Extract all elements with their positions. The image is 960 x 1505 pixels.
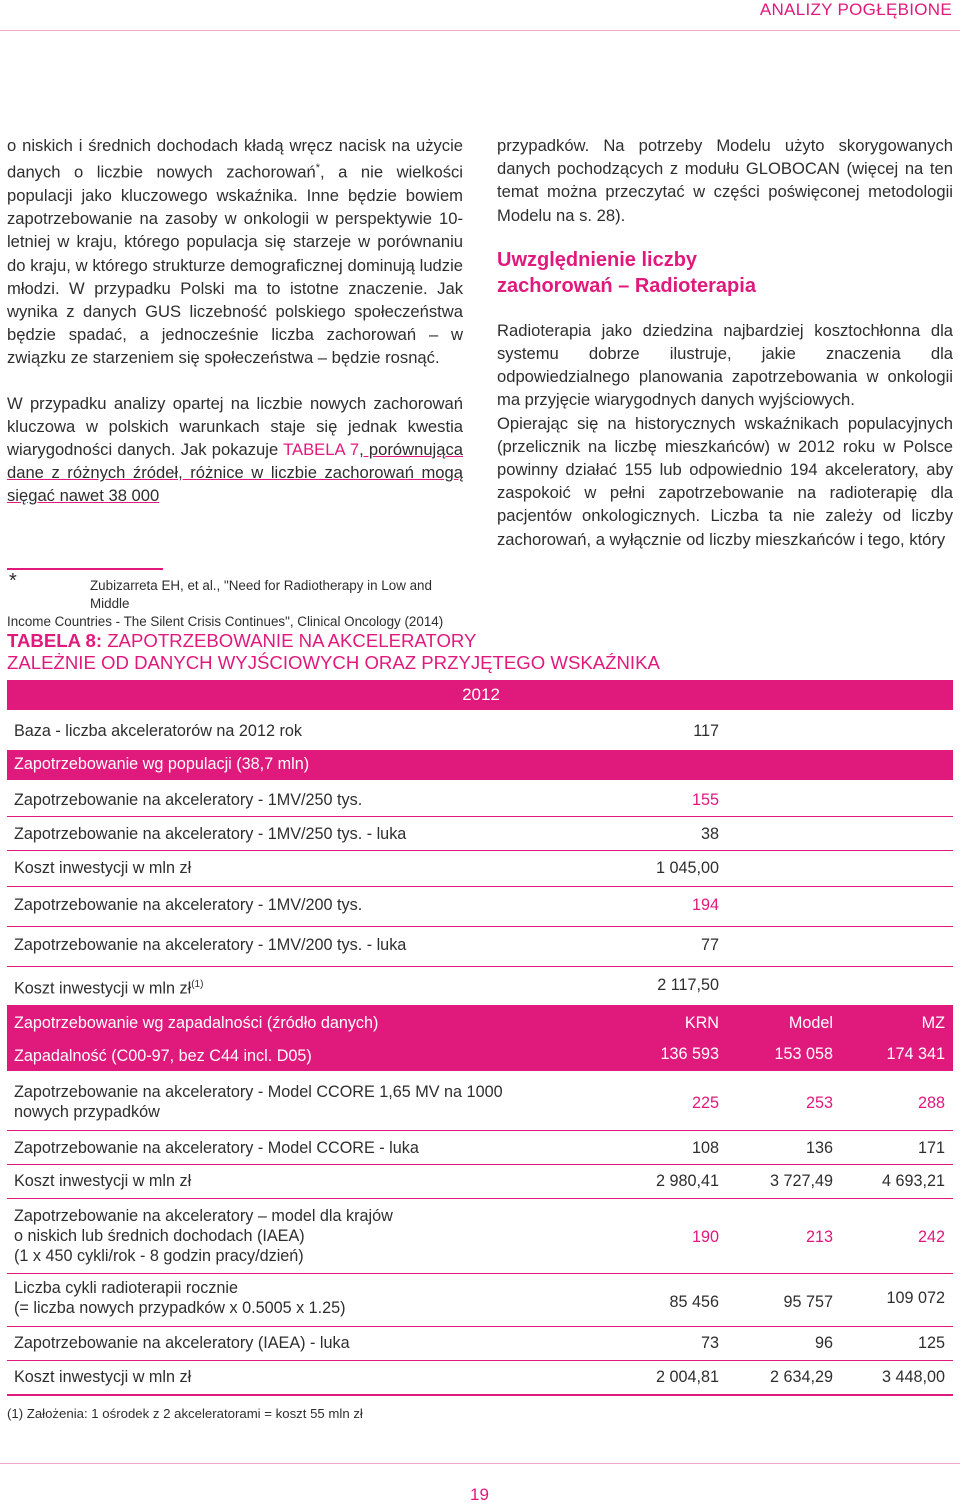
page-number: 19 <box>470 1485 489 1504</box>
right-paragraph-1: przypadków. Na potrzeby Modelu użyto skorygowanych danych pochodzących z modułu GLOBOCAN (więcej na ten temat można przeczytać w części poświęconej metodologii Modelu na s. 28). <box>497 136 953 225</box>
row-divider <box>7 966 953 967</box>
footer-divider <box>0 1463 960 1464</box>
left-column <box>7 134 463 508</box>
row-divider <box>7 1273 953 1274</box>
footnote-text: Zubizarreta EH, et al., "Need for Radiotherapy in Low and Middle Income Countries - The Silent Crisis Continues", Clinical Oncology (2014) <box>7 578 444 629</box>
row-divider <box>7 816 953 817</box>
footnote-star: * <box>9 570 17 592</box>
table-row: Liczba cykli radioterapii rocznie (= liczba nowych przypadków x 0.5005 x 1.25) 85 456 95 757 109 072 <box>14 1279 945 1317</box>
table-row: Koszt inwestycji w mln zł 1 045,00 <box>14 859 719 877</box>
table-row: Zapotrzebowanie na akceleratory - 1MV/250 tys. 155 <box>14 791 719 809</box>
left-paragraph-1: o niskich i średnich dochodach kładą wręcz nacisk na użycie danych o liczbie nowych zachorowań*, a nie wielkości populacji jako kluczowego wskaźnika. Inne będzie bowiem zapotrzebowanie na zasoby w onkologii w perspektywie 10-letniej w kraju, którego populacja się starzeje w porównaniu do kraju, w którego strukturze demograficznej dominują ludzie młodzi. W przypadku Polski ma to istotne znaczenie. Jak wynika z danych GUS liczebność polskiego społeczeństwa będzie spadać, a jednocześnie liczba zachorowań – w związku ze starzeniem się społeczeństwa – będzie rosnąć. <box>7 136 463 368</box>
incidence-row: Zapadalność (C00-97, bez C44 incl. D05) 136 593 153 058 174 341 <box>7 1041 953 1071</box>
table-row: Koszt inwestycji w mln zł 2 004,81 2 634,29 3 448,00 <box>14 1368 945 1386</box>
row-divider <box>7 1360 953 1361</box>
row-divider <box>7 1326 953 1327</box>
population-band: Zapotrzebowanie wg populacji (38,7 mln) <box>7 750 953 780</box>
year-header: 2012 <box>7 680 953 710</box>
row-divider <box>7 1130 953 1131</box>
table-title: TABELA 8: ZAPOTRZEBOWANIE NA AKCELERATORY ZALEŻNIE OD DANYCH WYJŚCIOWYCH ORAZ PRZYJĘTEGO WSKAŹNIKA <box>7 630 660 673</box>
footnote-marker: * <box>315 162 321 175</box>
table-row: Zapotrzebowanie na akceleratory - 1MV/250 tys. - luka 38 <box>14 825 719 843</box>
row-divider <box>7 926 953 927</box>
right-paragraph-3: Opierając się na historycznych wskaźnikach populacyjnych (przelicznik na liczbę mieszkańców) w 2012 roku w Polsce powinny działać 155 lub odpowiednio 194 akceleratory, aby zaspokoić w pełni zapotrzebowanie na radioterapię dla pacjentów onkologicznych. Liczba ta nie zależy od liczby zachorowań, a wyłącznie od liczby mieszkańców i tego, który <box>497 413 953 549</box>
row-divider <box>7 1198 953 1199</box>
incidence-band: Zapotrzebowanie wg zapadalności (źródło danych) KRN Model MZ <box>7 1005 953 1041</box>
table-row: Zapotrzebowanie na akceleratory (IAEA) - luka 73 96 125 <box>14 1334 945 1352</box>
row-divider <box>7 1164 953 1165</box>
table-row: Zapotrzebowanie na akceleratory – model dla krajów o niskich lub średnich dochodach (IAEA) (1 x 450 cykli/rok - 8 godzin pracy/dzień) 190 213 242 <box>14 1207 945 1265</box>
header-divider <box>0 30 960 31</box>
table-row: Zapotrzebowanie na akceleratory - 1MV/200 tys. 194 <box>14 896 719 914</box>
right-column <box>497 134 953 551</box>
table-bottom-border <box>7 1394 953 1396</box>
row-divider <box>7 886 953 887</box>
section-label: ANALIZY POGŁĘBIONE <box>759 0 952 19</box>
table-row: Koszt inwestycji w mln zł 2 980,41 3 727,49 4 693,21 <box>14 1172 945 1190</box>
footnote-divider <box>7 568 163 570</box>
table-row: Koszt inwestycji w mln $zł^{(1)}$ 2 117,50 <box>14 976 719 998</box>
table-7-link[interactable]: TABELA 7 <box>283 439 360 459</box>
row-divider <box>7 850 953 851</box>
left-paragraph-2: W przypadku analizy opartej na liczbie nowych zachorowań kluczowa w polskich warunkach staje się jednak kwestia wiarygodności danych. Jak pokazuje TABELA 7, porównująca dane z różnych źródeł, różnice w liczbie zachorowań mogą sięgać nawet 38 000 <box>7 393 463 506</box>
table-row: Zapotrzebowanie na akceleratory - Model CCORE - luka 108 136 171 <box>14 1139 945 1157</box>
table-row: Baza - liczba akceleratorów na 2012 rok 117 <box>14 722 719 740</box>
right-paragraph-2: Radioterapia jako dziedzina najbardziej kosztochłonna dla systemu dobrze ilustruje, jakie znaczenia dla odpowiedzialnego planowania zapotrzebowania w onkologii ma przyjęcie wiarygodnych danych wyjściowych. <box>497 320 953 410</box>
table-note: (1) Założenia: 1 ośrodek z 2 akceleratorami = koszt 55 mln zł <box>7 1406 363 1421</box>
table-row: Zapotrzebowanie na akceleratory - 1MV/200 tys. - luka 77 <box>14 936 719 954</box>
table-row: Zapotrzebowanie na akceleratory - Model CCORE 1,65 MV na 1000 nowych przypadków 225 253 288 <box>14 1083 945 1121</box>
section-subheading: Uwzględnienie liczby zachorowań – Radioterapia <box>497 248 756 297</box>
